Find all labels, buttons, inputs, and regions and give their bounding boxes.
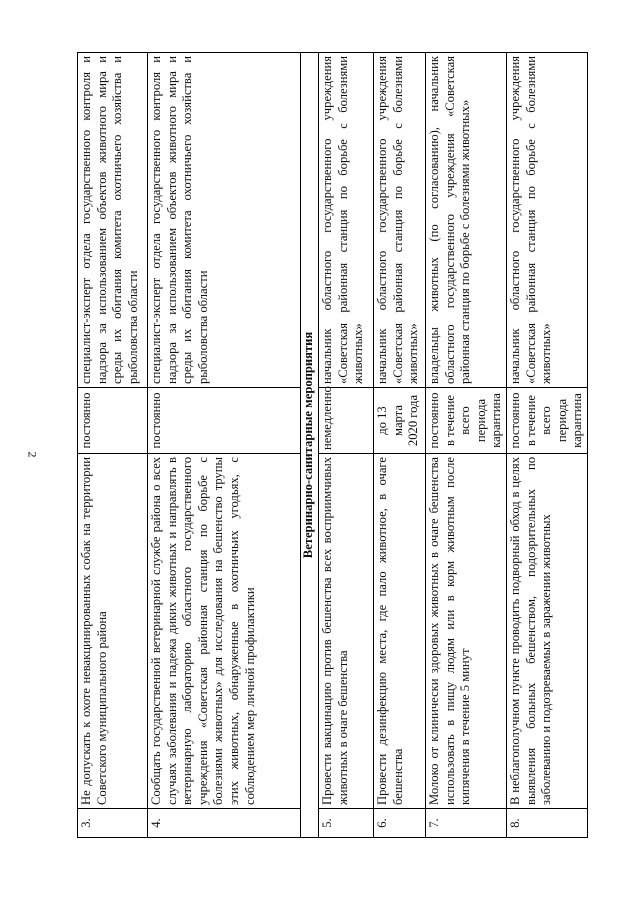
measures-table: [77, 52, 588, 838]
term-text: постоянно: [148, 388, 301, 454]
table-row: [374, 53, 426, 838]
measure-text: В неблагополучном пункте проводить подворный обход в целях выявления больных бешенством, подозрительных по заболеванию и подозреваемых в заражении животных: [506, 454, 587, 809]
row-number: 4.: [148, 809, 301, 838]
responsible-text: владельцы животных (по согласованию), начальник областного государственного учреждения «Советская районная станция по борьбе с болезнями животных»: [426, 53, 507, 388]
table-row: [78, 53, 148, 838]
table-row: [319, 53, 374, 838]
term-text: постоянно в течение всего периода карантина: [426, 388, 507, 454]
term-text: немедленно: [319, 388, 374, 454]
measure-text: Не допускать к охоте невакцинированных собак на территории Советского муниципального района: [78, 454, 148, 809]
measure-text: Молоко от клинически здоровых животных в очаге бешенства использовать в пищу людям или в корм животным после кипячения в течение 5 минут: [426, 454, 507, 809]
table-row: [506, 53, 587, 838]
responsible-text: специалист-эксперт отдела государственного контроля и надзора за использованием объектов животного мира и среды их обитания комитета охотничьего хозяйства и рыболовства области: [78, 53, 148, 388]
table-row: [148, 53, 301, 838]
responsible-text: специалист-эксперт отдела государственного контроля и надзора за использованием объектов животного мира и среды их обитания комитета охотничьего хозяйства и рыболовства области: [148, 53, 301, 388]
term-text: постоянно в течение всего периода карантина: [506, 388, 587, 454]
measure-text: Сообщать государственной ветеринарной службе района о всех случаях заболевания и падежа диких животных и направлять в ветеринарную лабораторию областного государственного учреждения «Советская районная станция по борьбе с болезнями животных» для исследования на бешенство трупы этих животных, обнаруженные в охотничьих угодьях, с соблюдением мер личной профилактики: [148, 454, 301, 809]
table-row: [426, 53, 507, 838]
responsible-text: начальник областного государственного учреждения «Советская районная станция по борьбе с болезнями животных»: [374, 53, 426, 388]
term-text: до 13 марта 2020 года: [374, 388, 426, 454]
row-number: 6.: [374, 809, 426, 838]
responsible-text: начальник областного государственного учреждения «Советская районная станция по борьбе с болезнями животных»: [319, 53, 374, 388]
page-number: 2: [25, 451, 40, 458]
row-number: 8.: [506, 809, 587, 838]
measure-text: Провести вакцинацию против бешенства всех восприимчивых животных в очаге бешенства: [319, 454, 374, 809]
row-number: 7.: [426, 809, 507, 838]
term-text: постоянно: [78, 388, 148, 454]
row-number: 5.: [319, 809, 374, 838]
section-title: Ветеринарно-санитарные мероприятия: [301, 53, 319, 838]
measure-text: Провести дезинфекцию места, где пало животное, в очаге бешенства: [374, 454, 426, 809]
section-row: [301, 53, 319, 838]
rotated-page: [77, 52, 585, 838]
responsible-text: начальник областного государственного учреждения «Советская районная станция по борьбе с болезнями животных»: [506, 53, 587, 388]
row-number: 3.: [78, 809, 148, 838]
